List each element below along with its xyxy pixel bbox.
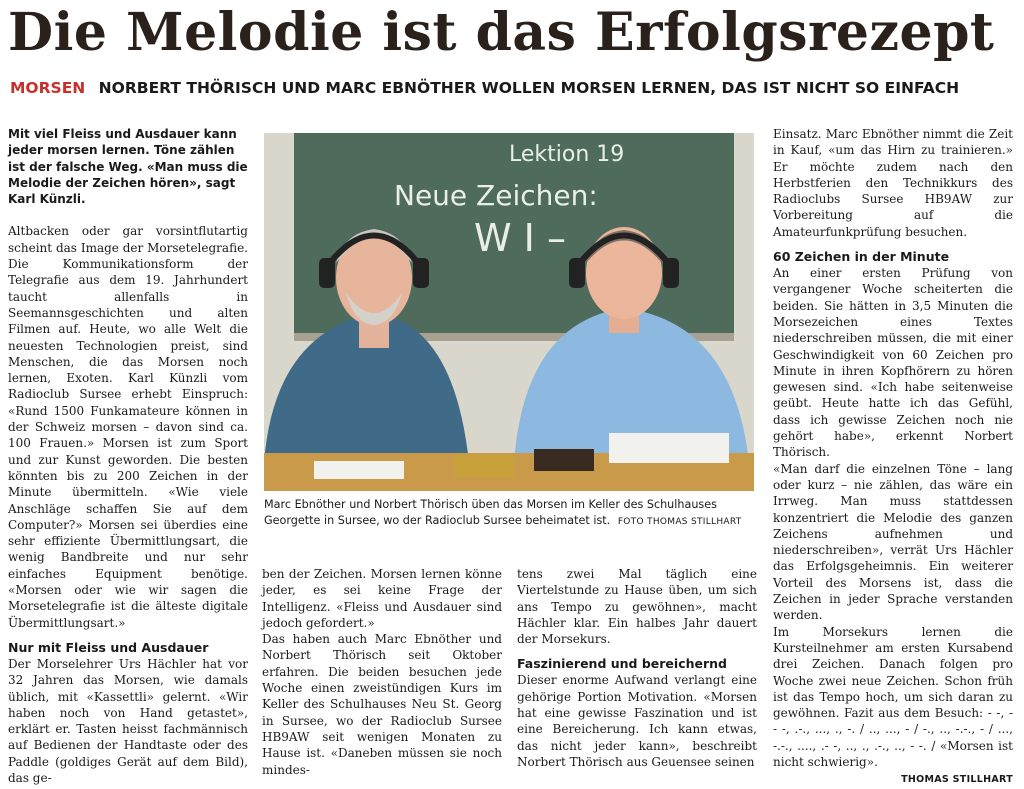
article-photo: [264, 133, 754, 491]
section-heading: 60 Zeichen in der Minute: [773, 249, 950, 265]
paragraph: An einer ersten Prüfung von vergangener Woche scheiterten die beiden. Sie hätten in 3,5 Minuten die Morsezeichen eines Textes niederschreiben müssen, die mit einer Geschwindigkeit von 60 Zeichen pro Minute in ihren Kopfhörern zu hören gewesen sind. «Ich habe seitenweise geübt. Heute hatte ich das Gefühl, dass ich gewisse Zeichen noch nie gehört habe», erkennt Norbert Thörisch.: [773, 266, 1013, 460]
subhead: [10, 76, 1020, 100]
board-text-letters: W I –: [474, 216, 566, 260]
paragraph: «Man darf die einzelnen Töne – lang oder kurz – nie zählen, das wäre ein Irrweg. Man muss stattdessen konzentriert die Melodie des ganzen Zeichens aufnehmen und niederschreiben», verrät Urs Hächler das Erfolgsgeheimnis. Ein weiterer Vorteil des Morsens ist, dass die Zeichen in jeder Sprache verstanden werden.: [773, 461, 1013, 623]
article-column-2: [262, 566, 502, 778]
paddle-key: [454, 455, 514, 477]
paragraph: Einsatz. Marc Ebnöther nimmt die Zeit in Kauf, «um das Hirn zu trainieren.» Er möchte zudem nach den Herbstferien den Technikkurs des Radioclubs Sursee HB9AW zur Vorbereitung auf die Amateurfunkprüfung besuchen.: [773, 127, 1013, 239]
subhead-text: NORBERT THÖRISCH UND MARC EBNÖTHER WOLLEN MORSEN LERNEN, DAS IST NICHT SO EINFACH: [98, 79, 960, 97]
hand-key: [534, 449, 594, 471]
board-text-lesson: Lektion 19: [509, 142, 625, 167]
photo-caption: [264, 497, 756, 530]
paragraph: tens zwei Mal täglich eine Viertelstunde zu Hause üben, um sich ans Tempo zu gewöhnen», macht Hächler klar. Ein halbes Jahr dauert der Morsekurs.: [517, 567, 757, 647]
paragraph: ben der Zeichen. Morsen lernen könne jeder, es sei keine Frage der Intelligenz. «Fleiss und Ausdauer sind jedoch gefordert.»: [262, 567, 502, 630]
subhead-kicker: MORSEN: [10, 79, 86, 97]
article-column-3: [517, 566, 757, 770]
paragraph: Der Morselehrer Urs Hächler hat vor 32 Jahren das Morsen, wie damals üblich, mit «Kassettli» gelernt. «Wir haben noch von Hand getastet», erklärt er. Tasten heisst fachmännisch auf Bedienen der Handtaste oder des Paddle (goldiges Gerät auf dem Bild), das ge-: [8, 656, 248, 785]
article-lead: Mit viel Fleiss und Ausdauer kann jeder morsen lernen. Töne zählen ist der falsche Weg. «Man muss die Melodie der Zeichen hören», sagt Karl Künzli.: [8, 127, 248, 207]
paragraph: Im Morsekurs lernen die Kursteilnehmer am ersten Kursabend drei Zeichen. Danach folgen pro Woche zwei neue Zeichen. Schon früh ist das Tempo hoch, um sich daran zu gewöhnen. Fazit aus dem Besuch: - -, - - -, .-., ..., ., -. / .., ..., - / -., .., -.-., - / ..., -.-., ...., .- -, .., ., .-., .., - -. / «Morsen ist nicht schwierig».: [773, 624, 1013, 769]
board-text-new-signs: Neue Zeichen:: [394, 179, 598, 212]
paragraph: Das haben auch Marc Ebnöther und Norbert Thörisch seit Oktober erfahren. Die beiden besuchen jede Woche einen zweistündigen Kurs im Keller des Schulhauses Neu St. Georg in Sursee, wo der Radioclub Sursee HB9AW seit wenigen Monaten zu Hause ist. «Daneben müssen sie noch mindes-: [262, 632, 502, 777]
paragraph: Altbacken oder gar vorsintflutartig scheint das Image der Morsetelegrafie. Die Kommunikationsform der Telegrafie aus dem 19. Jahrhundert taucht allenfalls in Seemannsgeschichten und alten Filmen auf. Heute, wo alle Welt die neuesten Technologien preist, sind Menschen, die das Morsen noch lernen, Exoten. Karl Künzli vom Radioclub Sursee erhebt Einspruch: «Rund 1500 Funkamateure können in der Schweiz morsen – davon sind ca. 100 Frauen.» Morsen ist zum Sport und zur Kunst geworden. Die besten könnten bis zu 200 Zeichen in der Minute übermitteln. «Wie viele Anschläge schaffen Sie auf dem Computer?» Morsen sei überdies eine sehr effiziente Übermittlungsart, die wenig Bandbreite und nur sehr einfaches Equipment benötige. «Morsen oder wie wir sagen die Morsetelegrafie ist die älteste digitale Übermittlungsart.»: [8, 224, 248, 630]
article-column-4: [773, 126, 1013, 789]
paragraph: Dieser enorme Aufwand verlangt eine gehörige Portion Motivation. «Morsen hat eine gewisse Faszination und ist eine Bereicherung. Ich kann etwas, das nicht jeder kann», beschreibt Norbert Thörisch aus Geuensee seinen: [517, 673, 757, 769]
section-heading: Faszinierend und bereichernd: [517, 656, 727, 672]
author-byline: THOMAS STILLHART: [901, 774, 1013, 786]
article-column-1: [8, 126, 248, 786]
section-heading: Nur mit Fleiss und Ausdauer: [8, 639, 209, 655]
headline: Die Melodie ist das Erfolgsrezept: [8, 2, 995, 63]
caption-text: Marc Ebnöther und Norbert Thörisch üben das Morsen im Keller des Schulhauses Georgette in Sursee, wo der Radioclub Sursee beheimatet ist.: [264, 498, 717, 527]
photo-credit: FOTO THOMAS STILLHART: [617, 517, 742, 527]
